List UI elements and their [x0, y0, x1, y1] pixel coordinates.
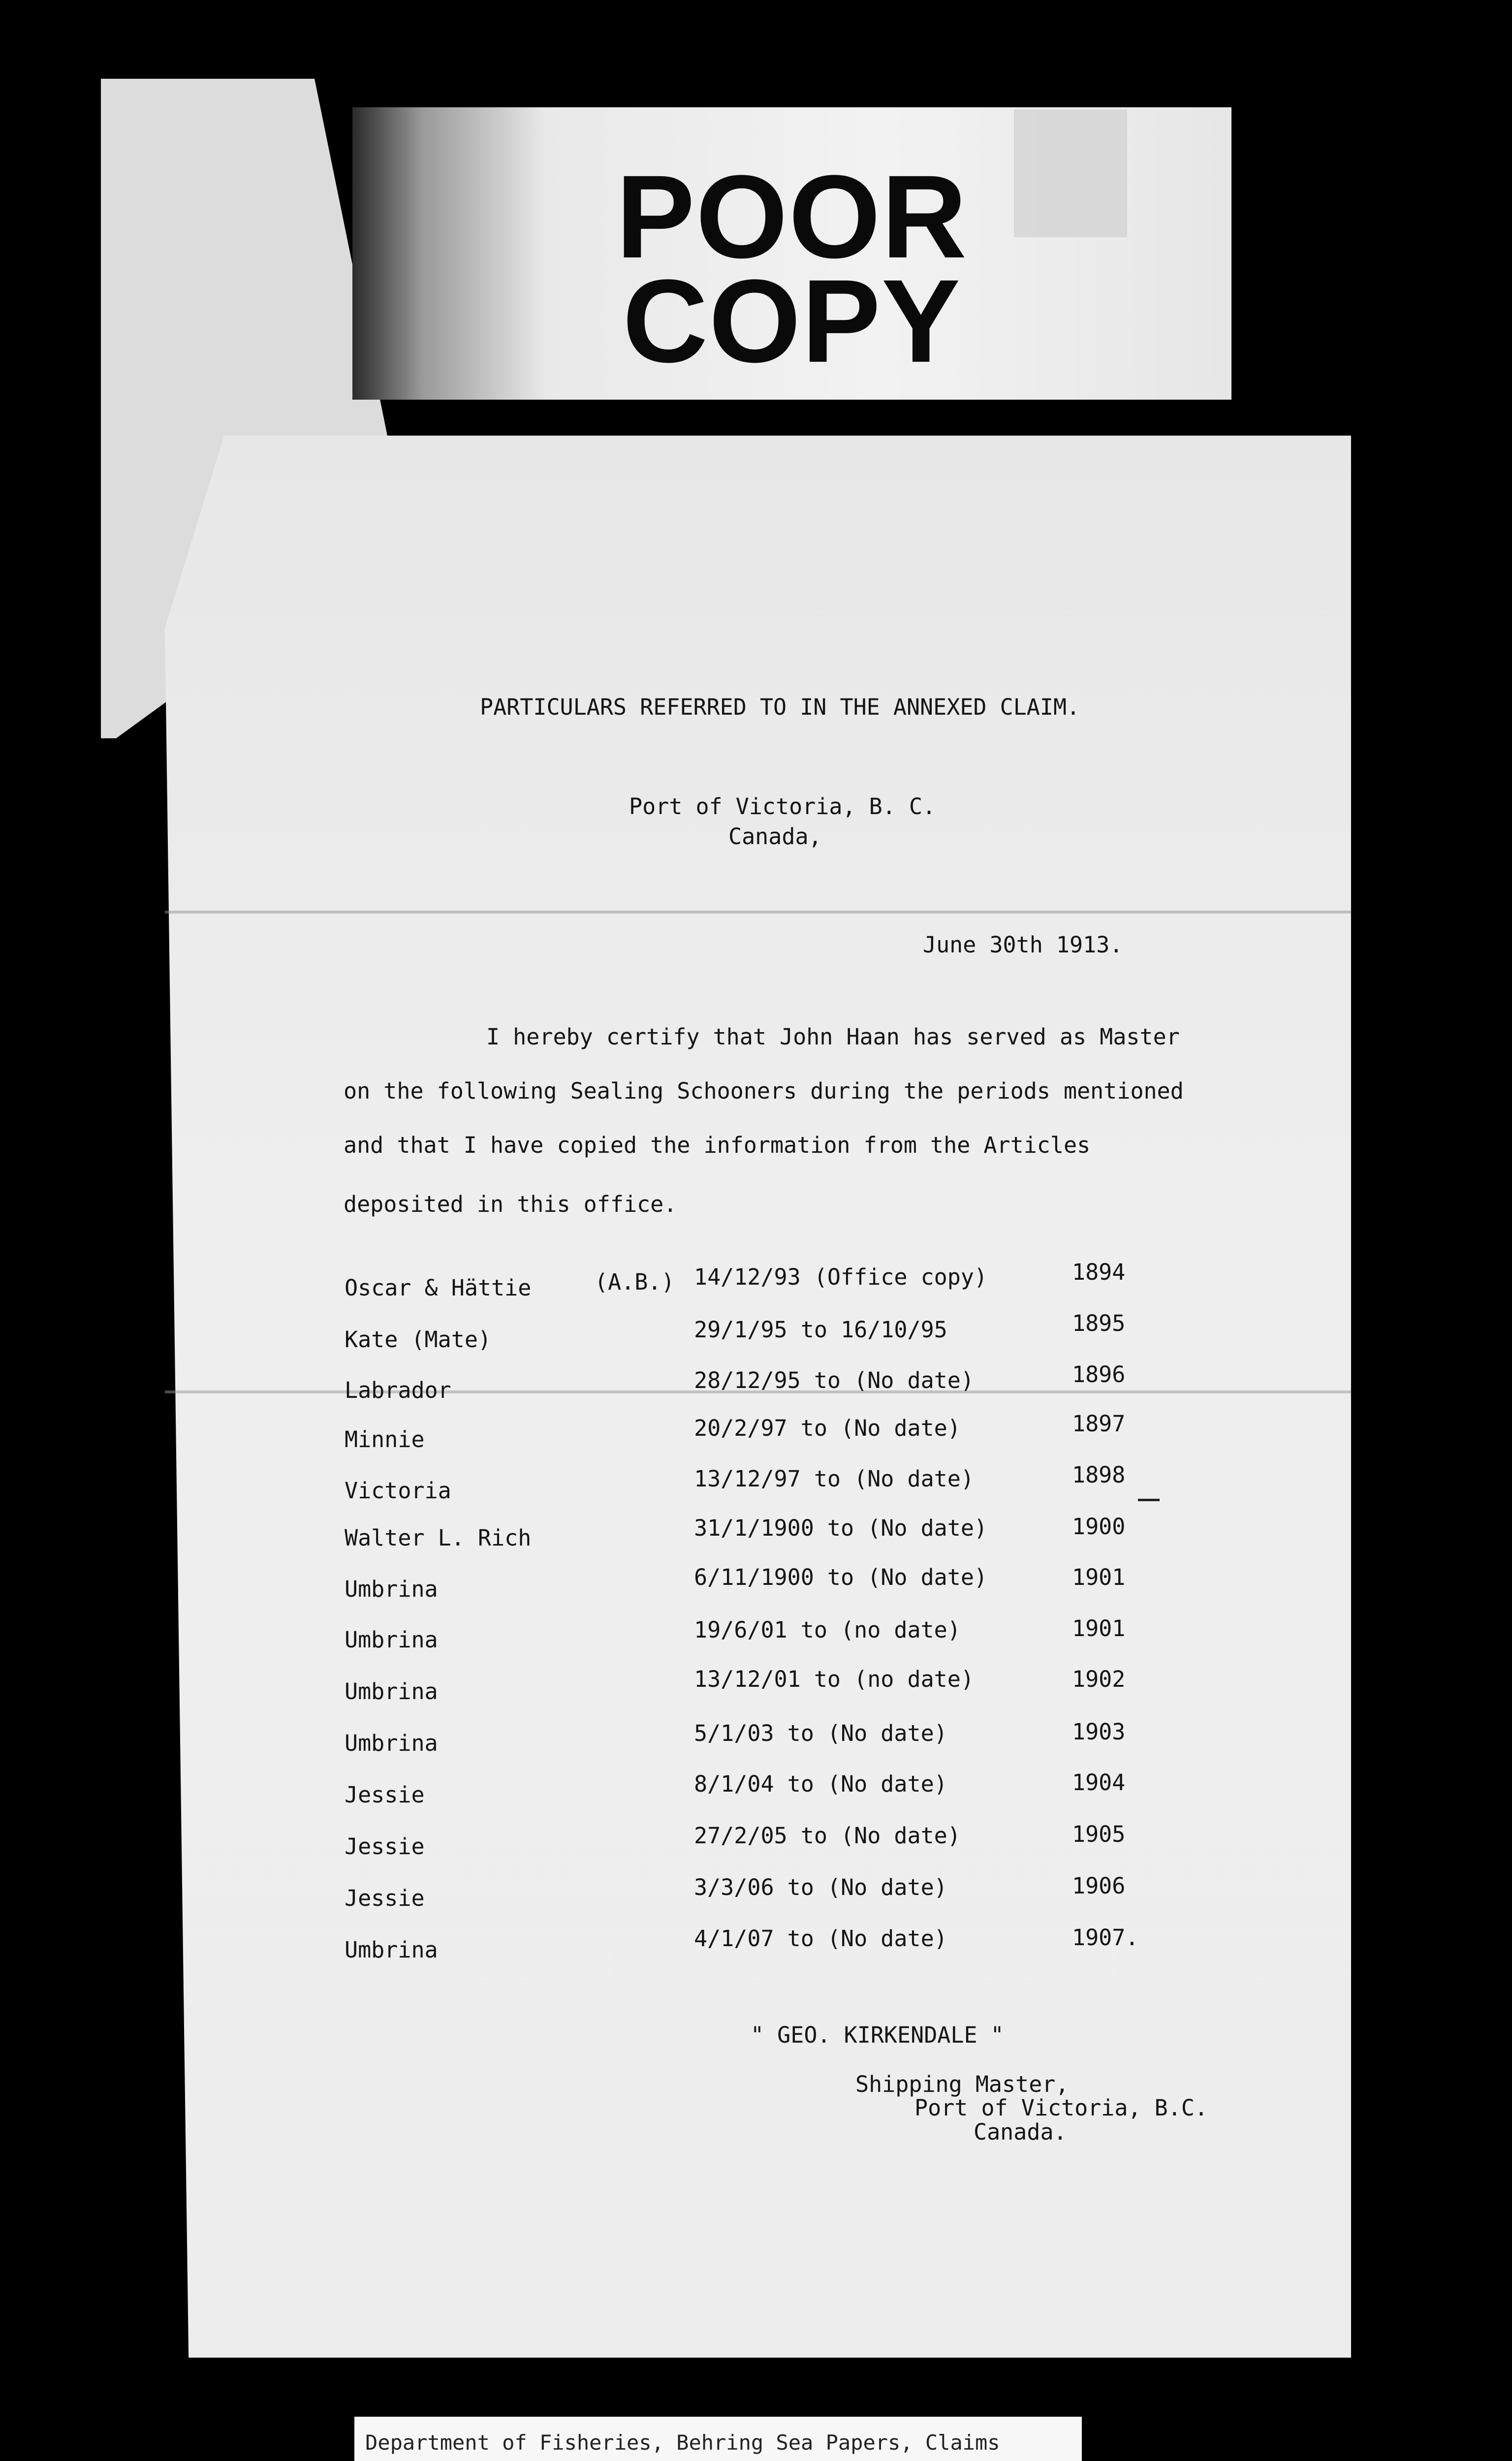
schooner-name: Umbrina [345, 1678, 438, 1704]
document-heading: PARTICULARS REFERRED TO IN THE ANNEXED CLAIM. [480, 694, 1080, 720]
schooner-name: Umbrina [345, 1576, 438, 1602]
service-period: 4/1/07 to (No date) [694, 1925, 947, 1952]
schooner-name: Labrador [345, 1377, 451, 1403]
service-year: 1901 [1072, 1615, 1126, 1641]
service-year: 1901 [1072, 1564, 1126, 1590]
signatory-port: Port of Victoria, B.C. [914, 2095, 1208, 2121]
rank-note: (A.B.) [595, 1269, 675, 1295]
service-period: 29/1/95 to 16/10/95 [694, 1317, 947, 1343]
service-year: 1895 [1072, 1310, 1126, 1336]
schooner-name: Umbrina [345, 1937, 438, 1963]
schooner-name: Victoria [345, 1478, 451, 1504]
margin-dash-mark [1138, 1499, 1160, 1501]
certification-line: I hereby certify that John Haan has served as Master [486, 1024, 1180, 1050]
service-year: 1902 [1072, 1666, 1126, 1692]
schooner-name: Jessie [345, 1782, 425, 1808]
schooner-name: Umbrina [345, 1730, 438, 1756]
schooner-name: Jessie [345, 1833, 425, 1860]
country-line: Canada, [728, 823, 822, 850]
schooner-name: Jessie [345, 1885, 425, 1911]
service-period: 6/11/1900 to (No date) [694, 1564, 988, 1590]
schooner-name: Umbrina [345, 1627, 438, 1653]
service-year: 1896 [1072, 1361, 1126, 1388]
service-period: 19/6/01 to (no date) [694, 1617, 961, 1643]
schooner-name: Kate (Mate) [345, 1326, 492, 1353]
service-period: 3/3/06 to (No date) [694, 1874, 947, 1900]
service-year: 1905 [1072, 1821, 1126, 1847]
service-year: 1900 [1072, 1514, 1126, 1540]
tape-strip [1014, 109, 1127, 237]
schooner-name: Walter L. Rich [345, 1525, 532, 1551]
document-date: June 30th 1913. [923, 932, 1123, 958]
file-label-text: Department of Fisheries, Behring Sea Papers, Claims [365, 2430, 1000, 2455]
poor-copy-line-2: COPY [622, 255, 962, 387]
service-year: 1903 [1072, 1719, 1126, 1745]
certification-line: on the following Sealing Schooners during the periods mentioned [344, 1078, 1184, 1104]
schooner-name: Oscar & Hättie [345, 1275, 532, 1301]
certification-line: and that I have copied the information from the Articles [344, 1132, 1091, 1158]
service-year: 1904 [1072, 1769, 1126, 1796]
signatory-country: Canada. [974, 2119, 1067, 2145]
service-year: 1906 [1072, 1873, 1126, 1899]
signatory-name: " GEO. KIRKENDALE " [751, 2022, 1004, 2048]
letter-sheet [165, 436, 1351, 2358]
service-year: 1897 [1072, 1411, 1126, 1437]
service-period: 13/12/97 to (No date) [694, 1466, 974, 1492]
poor-copy-line-1: POOR [616, 151, 968, 283]
service-period: 8/1/04 to (No date) [694, 1771, 947, 1797]
certification-line: deposited in this office. [344, 1191, 677, 1217]
paper-fold-line [165, 911, 1351, 914]
service-period: 13/12/01 to (no date) [694, 1666, 974, 1692]
signatory-title: Shipping Master, [855, 2071, 1069, 2097]
service-period: 31/1/1900 to (No date) [694, 1515, 988, 1541]
schooner-name: Minnie [345, 1426, 425, 1452]
service-year: 1907. [1072, 1925, 1139, 1951]
service-period: 28/12/95 to (No date) [694, 1367, 974, 1393]
service-period: 14/12/93 (Office copy) [694, 1264, 988, 1290]
service-period: 20/2/97 to (No date) [694, 1415, 961, 1441]
service-year: 1898 [1072, 1462, 1126, 1488]
service-period: 27/2/05 to (No date) [694, 1823, 961, 1849]
service-period: 5/1/03 to (No date) [694, 1720, 947, 1746]
service-year: 1894 [1072, 1259, 1126, 1285]
port-line: Port of Victoria, B. C. [629, 793, 936, 820]
file-label [354, 2417, 1082, 2461]
